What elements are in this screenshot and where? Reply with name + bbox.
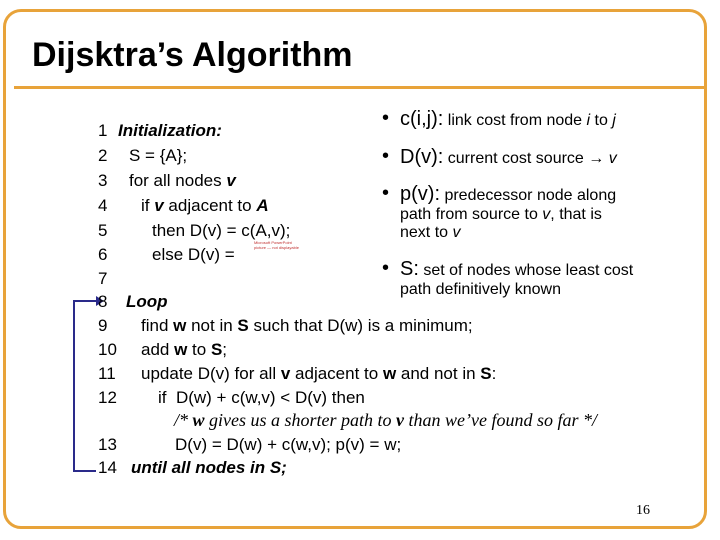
code-line-4: if v adjacent to A: [141, 196, 269, 215]
bullet-dot-icon: •: [382, 182, 390, 204]
line-number: 2: [98, 146, 108, 165]
line-number: 14: [98, 458, 117, 477]
line-number: 6: [98, 245, 108, 264]
line-number: 10: [98, 340, 117, 359]
line-number: 11: [98, 364, 116, 383]
line-number: 4: [98, 196, 108, 215]
code-line-12: if D(w) + c(w,v) < D(v) then: [158, 388, 365, 407]
code-line-1: Initialization:: [118, 121, 222, 140]
notation-cij: c(i,j): link cost from node i to j: [400, 108, 616, 130]
title-bar: [14, 26, 704, 89]
code-line-13: D(v) = D(w) + c(w,v); p(v) = w;: [175, 435, 402, 454]
line-number: 7: [98, 269, 108, 288]
infinity-placeholder-image: Microsoft PowerPoint picture — not displayable: [254, 240, 299, 250]
code-comment: /* w gives us a shorter path to v than we’ve found so far */: [174, 410, 598, 430]
line-number: 8: [98, 292, 108, 311]
notation-pv: p(v): predecessor node along path from source to v, that is next to v: [400, 183, 617, 242]
code-line-6: else D(v) =: [152, 245, 240, 264]
code-line-2: S = {A};: [129, 146, 188, 165]
code-line-8: Loop: [126, 292, 168, 311]
line-number: 9: [98, 316, 108, 335]
code-line-9: find w not in S such that D(w) is a minimum;: [141, 316, 473, 335]
line-number: 12: [98, 388, 117, 407]
bullet-dot-icon: •: [382, 145, 390, 167]
line-number: 1: [98, 121, 108, 140]
code-line-10: add w to S;: [141, 340, 228, 359]
line-number: 3: [98, 171, 108, 190]
page-number: 16: [636, 503, 650, 518]
code-line-5: then D(v) = c(A,v);: [152, 221, 291, 240]
notation-s: S: set of nodes whose least cost path definitively known: [400, 258, 634, 298]
bullet-dot-icon: •: [382, 257, 390, 279]
code-line-3: for all nodes v: [129, 171, 236, 190]
notation-dv: D(v): current cost source → v: [400, 146, 617, 168]
slide-title: Dijsktra’s Algorithm: [32, 36, 353, 74]
code-line-14: until all nodes in S;: [131, 458, 287, 477]
line-number: 13: [98, 435, 117, 454]
bullet-dot-icon: •: [382, 107, 390, 129]
line-number: 5: [98, 221, 108, 240]
code-line-11: update D(v) for all v adjacent to w and not in S:: [141, 364, 497, 383]
